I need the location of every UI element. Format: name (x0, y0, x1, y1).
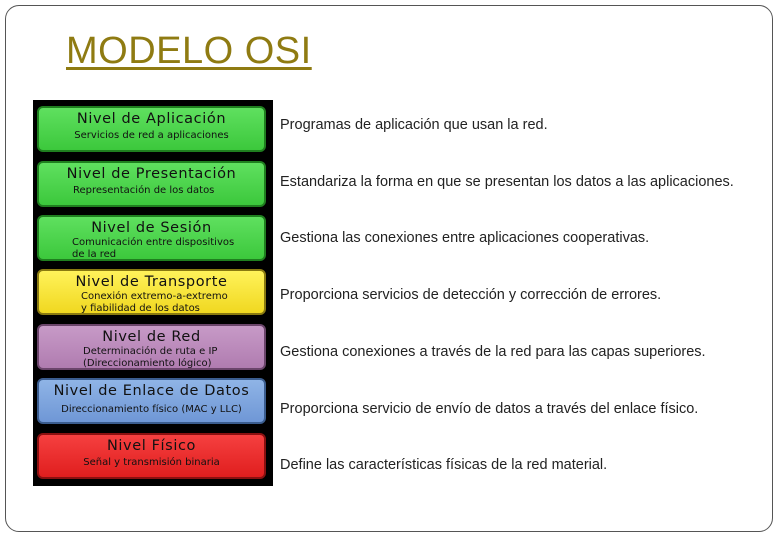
layer-name: Nivel de Red (102, 329, 201, 345)
layer-subtitle: Direccionamiento físico (MAC y LLC) (61, 404, 242, 415)
layer-name: Nivel de Transporte (75, 274, 228, 290)
layer-description: Programas de aplicación que usan la red. (280, 117, 548, 133)
layer-data-link (37, 378, 266, 424)
layer-subtitle: Comunicación entre dispositivos de la red (72, 237, 235, 260)
layer-subtitle: Servicios de red a aplicaciones (74, 130, 229, 141)
layer-presentation (37, 161, 266, 207)
layer-description: Gestiona conexiones a través de la red para las capas superiores. (280, 344, 706, 360)
layer-physical (37, 433, 266, 479)
layer-transport (37, 269, 266, 315)
layer-name: Nivel de Sesión (91, 220, 212, 236)
layer-application (37, 106, 266, 152)
layer-subtitle: Representación de los datos (73, 185, 215, 196)
layer-description: Define las características físicas de la red material. (280, 457, 608, 473)
layer-name: Nivel de Enlace de Datos (53, 383, 250, 399)
layer-subtitle: Señal y transmisión binaria (83, 457, 220, 468)
layer-name: Nivel de Presentación (66, 166, 237, 182)
page-title: MODELO OSI (66, 30, 312, 72)
layer-name: Nivel de Aplicación (76, 111, 227, 127)
layer-description: Proporciona servicios de detección y corrección de errores. (280, 287, 662, 303)
layer-session (37, 215, 266, 261)
layer-subtitle: Determinación de ruta e IP (Direccionamiento lógico) (83, 346, 218, 369)
layer-name: Nivel Físico (106, 438, 196, 454)
osi-layer-stack (33, 100, 273, 486)
layer-subtitle: Conexión extremo-a-extremo y fiabilidad de los datos (81, 291, 228, 314)
layer-network (37, 324, 266, 370)
layer-description: Gestiona las conexiones entre aplicaciones cooperativas. (280, 230, 650, 246)
layer-description: Estandariza la forma en que se presentan los datos a las aplicaciones. (280, 174, 734, 190)
layer-description: Proporciona servicio de envío de datos a través del enlace físico. (280, 401, 699, 417)
